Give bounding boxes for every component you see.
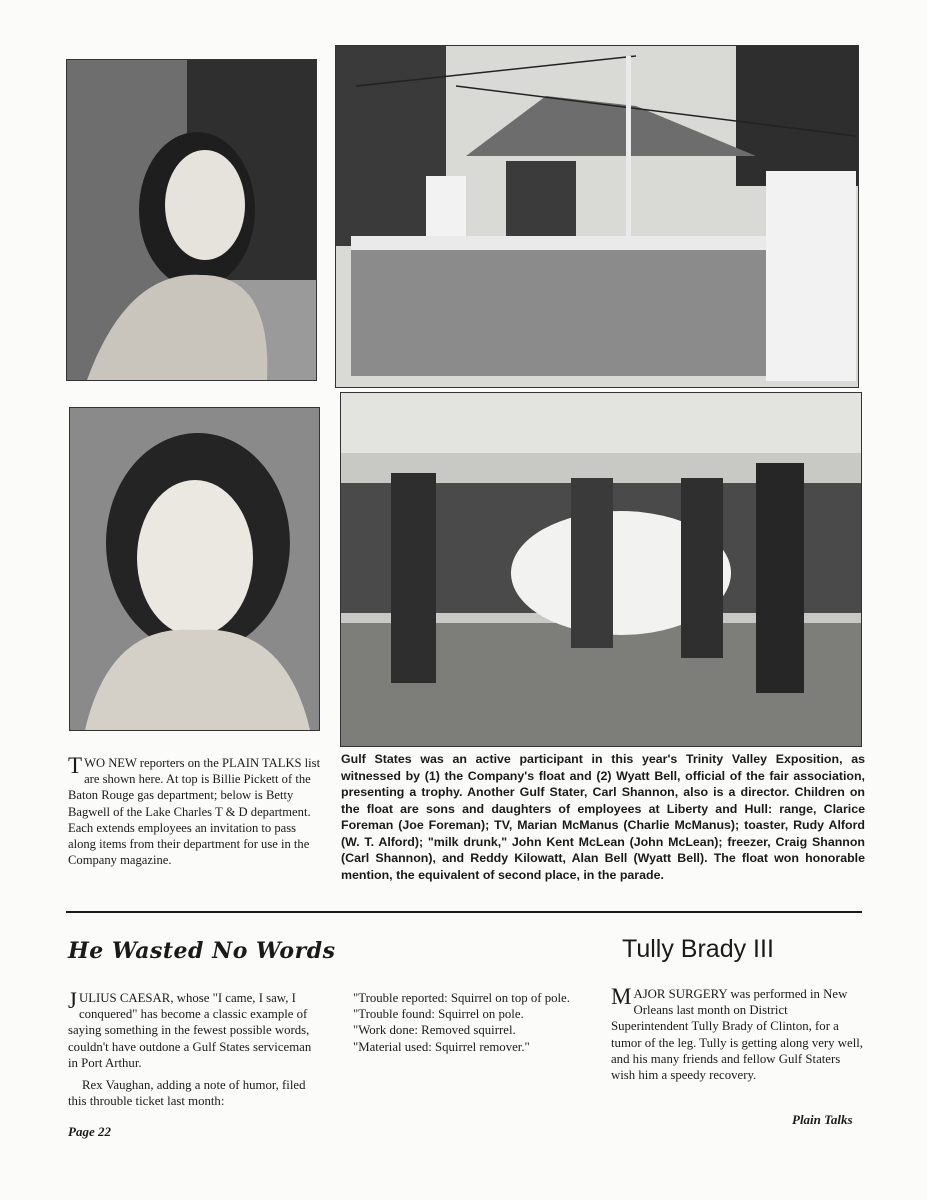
headline-tully-brady: Tully Brady III — [622, 935, 774, 963]
publication-name: Plain Talks — [792, 1112, 853, 1127]
photo-trophy-presentation — [340, 392, 862, 747]
article1-dropcap: J — [68, 988, 77, 1013]
caption-new-reporters-text: WO NEW reporters on the PLAIN TALKS list are shown here. At top is Billie Pickett of the Baton Rouge gas department; below is Betty Bagwell of the Lake Charles T & D department. Each extends employees an invitation to pass along items from their department for use in the Company magazine. — [68, 756, 321, 868]
caption-new-reporters — [68, 755, 322, 868]
photo-betty-bagwell — [69, 407, 320, 731]
photo-billie-pickett — [66, 59, 317, 381]
headline-wasted-words: He Wasted No Words — [68, 938, 336, 964]
article2-dropcap: M — [611, 984, 632, 1009]
article-wasted-words-col2 — [339, 990, 592, 1055]
article1-quote-2: "Trouble found: Squirrel on pole. — [353, 1007, 524, 1022]
photo-company-float — [335, 45, 859, 388]
article1-paragraph-1: ULIUS CAESAR, whose "I came, I saw, I conquered" has become a classic example of saying something in the fewest possible words, couldn't have outdone a Gulf States serviceman in Port Arthur. — [68, 991, 312, 1070]
article1-quote-1: "Trouble reported: Squirrel on top of pole. — [353, 991, 570, 1005]
section-divider — [66, 911, 862, 913]
article-tully-brady — [611, 986, 865, 1083]
caption-trinity-valley: Gulf States was an active participant in this year's Trinity Valley Exposition, as witnessed by (1) the Company's float and (2) Wyatt Bell, official of the fair association, presenting a trophy. Another Gulf Stater, Carl Shannon, also is a director. Children on the float are sons and daughters of employees at Liberty and Hull: range, Clarice Foreman (Joe Foreman); TV, Marian McManus (Charlie McManus); toaster, Rudy Alford (W. T. Alford); "milk drunk," John Kent McLean (John McLean); freezer, Craig Shannon (Carl Shannon), and Reddy Kilowatt, Alan Bell (Wyatt Bell). The float won honorable mention, the equivalent of second place, in the parade. — [341, 752, 865, 882]
caption-dropcap: T — [68, 753, 83, 778]
article1-quote-4: "Material used: Squirrel remover." — [353, 1039, 530, 1054]
article1-quote-3: "Work done: Removed squirrel. — [353, 1023, 516, 1038]
article1-paragraph-2: Rex Vaughan, adding a note of humor, filed this throuble ticket last month: — [68, 1078, 306, 1109]
page-number: Page 22 — [68, 1124, 111, 1139]
article2-text: AJOR SURGERY was performed in New Orleans last month on District Superintendent Tully Brady of Clinton, for a tumor of the leg. Tully is getting along very well, and his many friends and fellow Gulf Staters wish him a speedy recovery. — [611, 987, 864, 1083]
article-wasted-words-col1 — [68, 990, 322, 1109]
